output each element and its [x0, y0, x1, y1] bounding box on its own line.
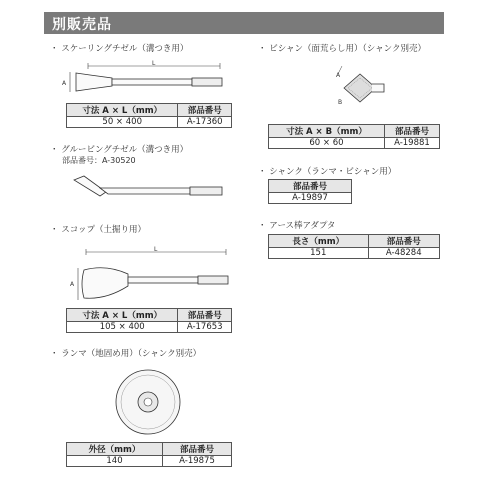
ground-adapter-spec-table [268, 234, 440, 259]
dim-a-label: A [70, 281, 75, 288]
table-header: 寸法 A × L（mm） [67, 104, 178, 117]
table-header: 部品番号 [269, 180, 352, 193]
grooving-chisel-illustration [70, 168, 240, 208]
section-title: 別販売品 [52, 17, 112, 33]
shank-spec-table [268, 179, 352, 204]
rammer-spec-table [66, 442, 232, 467]
table-header: 部品番号 [384, 125, 439, 138]
shank-title: ・ シャンク（ランマ・ビシャン用） [258, 167, 397, 177]
table-header: 部品番号 [178, 309, 232, 322]
dim-l-label: L [154, 246, 158, 253]
scoop-spec-table [66, 308, 232, 333]
table-cell: 50 × 400 [67, 117, 178, 128]
bushing-illustration [332, 60, 392, 116]
section-header-bar [44, 12, 444, 34]
table-header: 寸法 A × L（mm） [67, 309, 178, 322]
table-header: 外径（mm） [67, 443, 163, 456]
rammer-title: ・ ランマ（地固め用）（シャンク別売） [50, 349, 202, 359]
bushing-spec-table [268, 124, 440, 149]
table-cell: A-19881 [384, 138, 439, 149]
rammer-illustration [112, 366, 184, 438]
table-cell: 140 [67, 456, 163, 467]
scoop-illustration [66, 240, 236, 308]
table-cell: A-17653 [178, 322, 232, 333]
scaling-chisel-illustration [60, 58, 230, 98]
ground-adapter-title: ・ アース棒アダプタ [258, 221, 336, 231]
scaling-chisel-spec-table [66, 103, 232, 128]
scoop-title: ・ スコップ（土掘り用） [50, 225, 147, 235]
table-cell: A-19875 [163, 456, 232, 467]
bushing-title: ・ ビシャン（面荒らし用）（シャンク別売） [258, 44, 426, 54]
scaling-chisel-title: ・ スケーリングチゼル（溝つき用） [50, 44, 189, 54]
table-cell: A-48284 [368, 248, 440, 259]
table-cell: 60 × 60 [269, 138, 385, 149]
table-header: 部品番号 [368, 235, 440, 248]
dim-b-label: B [338, 99, 343, 106]
table-cell: 151 [269, 248, 369, 259]
grooving-chisel-part-number: 部品番号：A-30520 [62, 156, 136, 165]
table-header: 長さ（mm） [269, 235, 369, 248]
table-header: 部品番号 [163, 443, 232, 456]
table-header: 部品番号 [178, 104, 232, 117]
table-header: 寸法 A × B（mm） [269, 125, 385, 138]
grooving-chisel-title: ・ グルービングチゼル（溝つき用） [50, 145, 189, 155]
table-cell: A-17360 [178, 117, 232, 128]
dim-a-label: A [336, 72, 341, 79]
dim-l-label: L [152, 60, 156, 67]
table-cell: A-19897 [269, 193, 352, 204]
table-cell: 105 × 400 [67, 322, 178, 333]
dim-a-label: A [62, 80, 67, 87]
